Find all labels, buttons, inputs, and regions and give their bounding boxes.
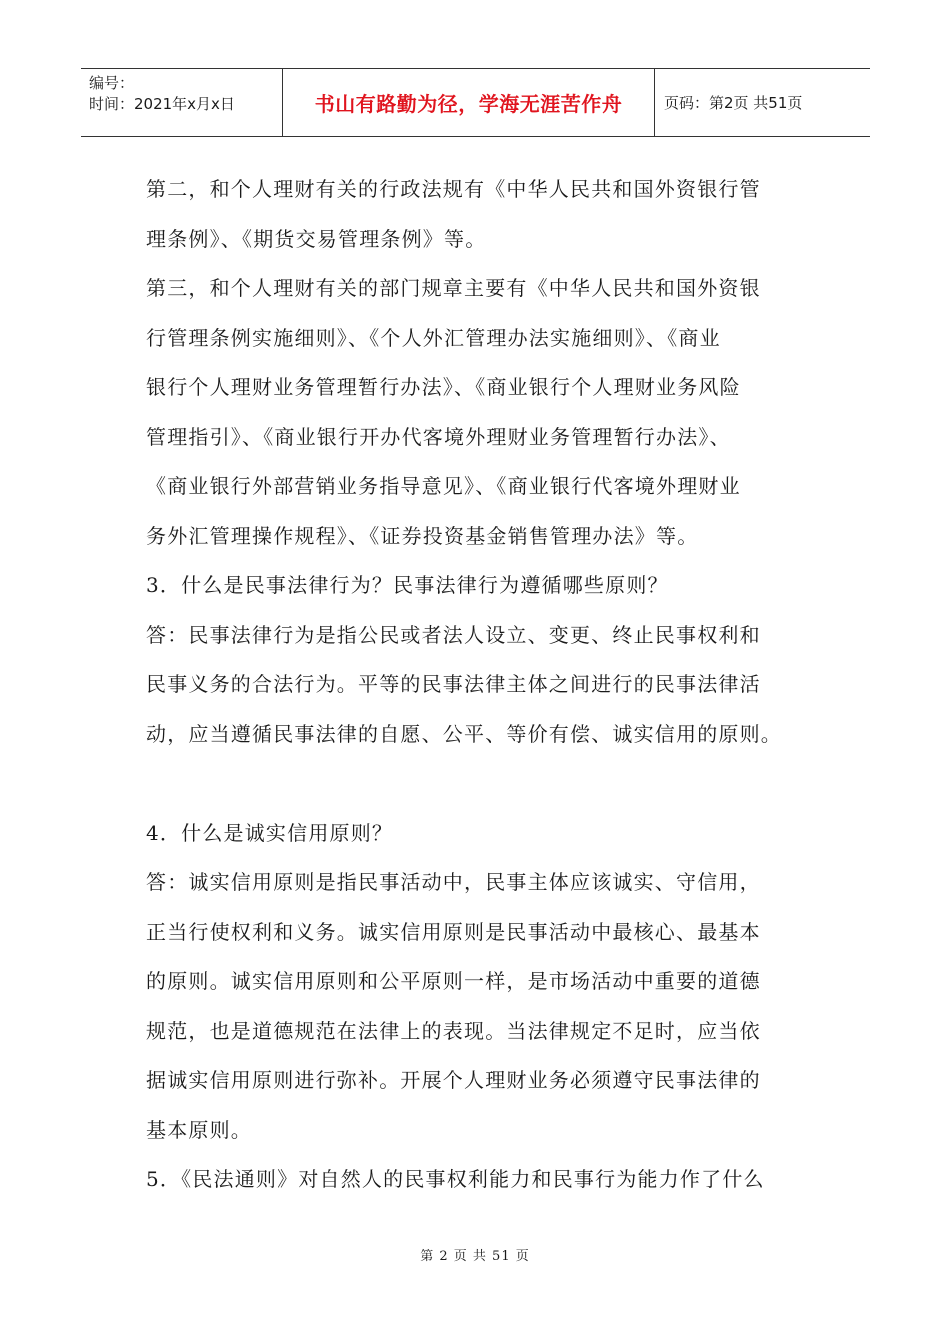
body-line: 动，应当遵循民事法律的自愿、公平、等价有偿、诚实信用的原则。 [146,721,782,746]
body-line: 理条例》、《期货交易管理条例》等。 [146,226,487,251]
header-motto-cell [283,69,655,136]
body-line: 务外汇管理操作规程》、《证券投资基金销售管理办法》等。 [146,523,699,548]
body-line: 第三，和个人理财有关的部门规章主要有《中华人民共和国外资银 [146,276,761,300]
header-motto: 书山有路勤为径，学海无涯苦作舟 [314,92,623,116]
document-header [81,68,870,137]
header-page-cell [655,69,870,136]
document-number-label: 编号： [89,74,135,92]
body-line: 正当行使权利和义务。诚实信用原则是民事活动中最核心、最基本 [146,919,761,944]
question-heading: 5．《民法通则》对自然人的民事权利能力和民事行为能力作了什么 [146,1167,765,1191]
body-line: 民事义务的合法行为。平等的民事法律主体之间进行的民事法律活 [146,672,761,696]
question-heading: 4．什么是诚实信用原则？ [146,820,394,845]
body-line: 答：民事法律行为是指公民或者法人设立、变更、终止民事权利和 [146,622,761,647]
blank-line [146,759,836,809]
page-footer: 第 2 页 共 51 页 [420,1249,530,1264]
body-line: 管理指引》、《商业银行开办代客境外理财业务管理暂行办法》、 [146,424,731,449]
header-page-info: 页码：第2页 共51页 [664,94,803,112]
body-line: 据诚实信用原则进行弥补。开展个人理财业务必须遵守民事法律的 [146,1068,761,1092]
body-line: 的原则。诚实信用原则和公平原则一样，是市场活动中重要的道德 [146,969,761,993]
header-meta-cell [81,69,283,136]
body-line: 行管理条例实施细则》、《个人外汇管理办法实施细则》、《商业 [146,325,721,350]
document-date-label: 时间：2021年x月x日 [89,95,235,113]
body-line: 《商业银行外部营销业务指导意见》、《商业银行代客境外理财业 [146,474,741,498]
body-line: 基本原则。 [146,1117,252,1142]
document-body [146,165,836,1205]
question-heading: 3．什么是民事法律行为？民事法律行为遵循哪些原则？ [146,573,669,597]
body-line: 第二，和个人理财有关的行政法规有《中华人民共和国外资银行管 [146,177,761,201]
body-line: 答：诚实信用原则是指民事活动中，民事主体应该诚实、守信用， [146,870,761,894]
body-line: 规范，也是道德规范在法律上的表现。当法律规定不足时，应当依 [146,1018,761,1043]
body-line: 银行个人理财业务管理暂行办法》、《商业银行个人理财业务风险 [146,375,741,399]
